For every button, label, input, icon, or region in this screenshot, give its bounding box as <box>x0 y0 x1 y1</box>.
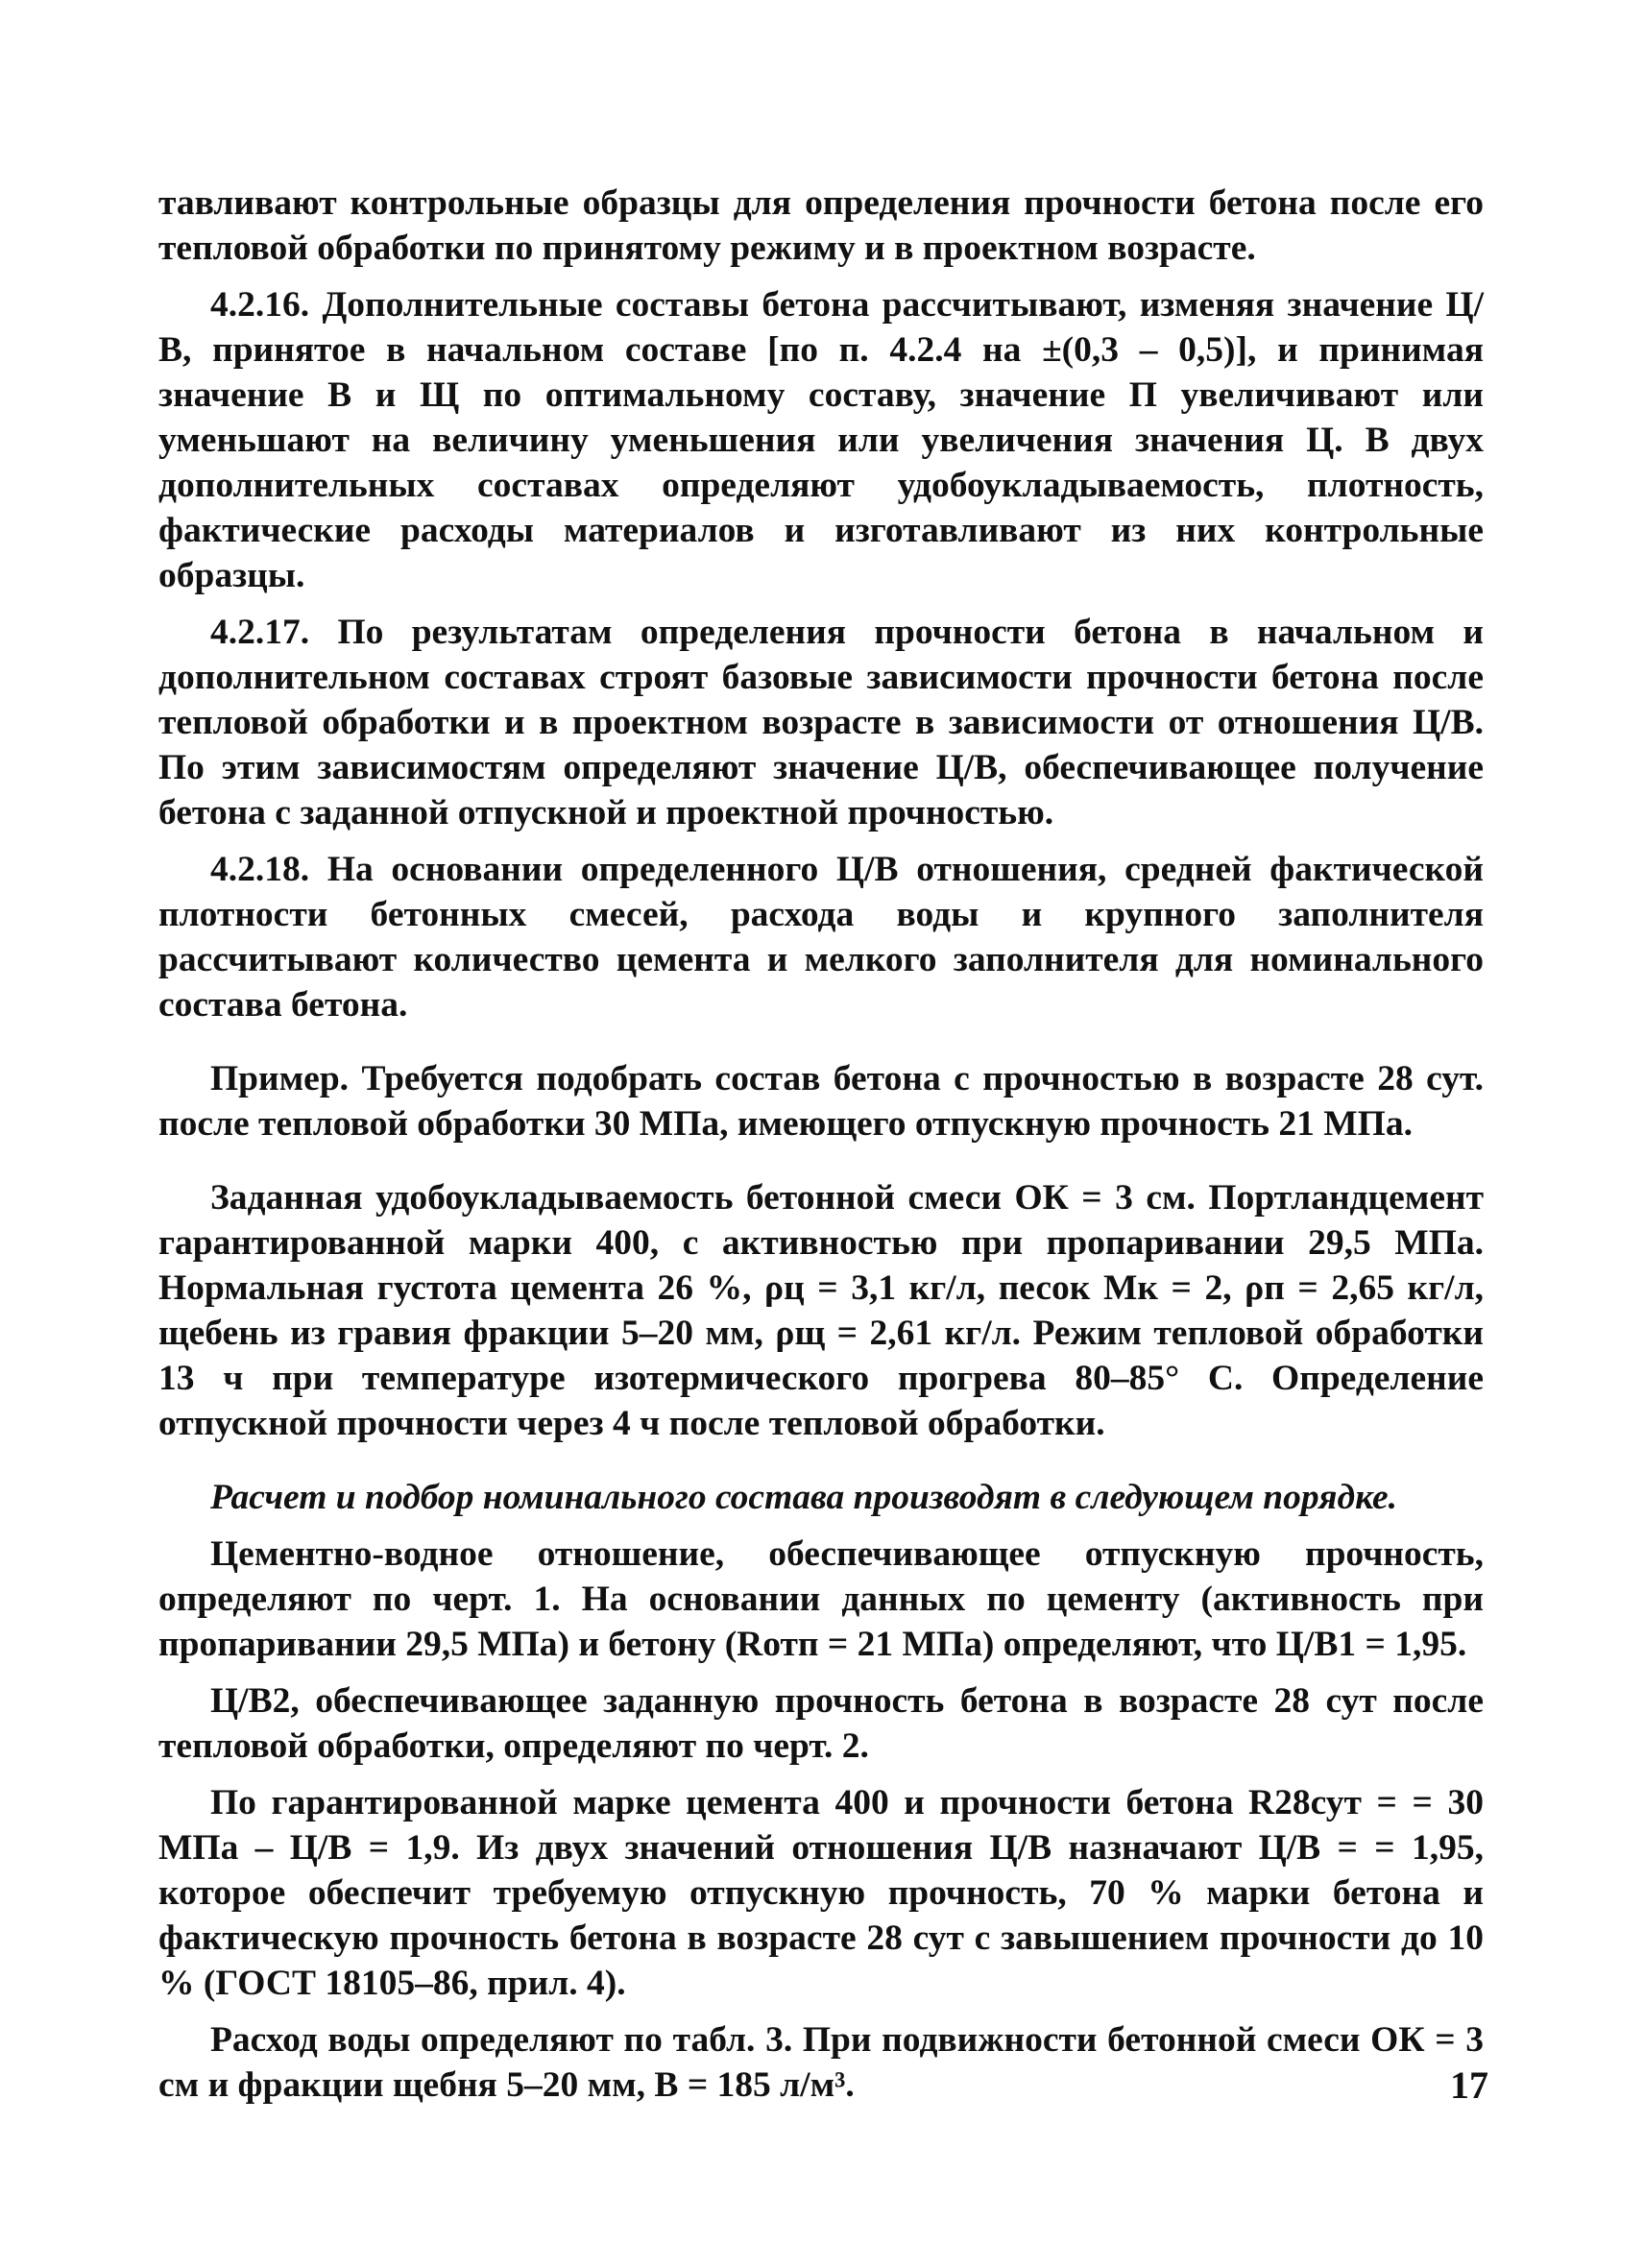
paragraph-continuation: тавливают контрольные образцы для определения прочности бетона после его тепловой обработки по принятому режиму и в проектном возрасте. <box>158 183 1484 268</box>
paragraph-water-consumption: Расход воды определяют по табл. 3. При подвижности бетонной смеси ОК = 3 см и фракции щебня 5–20 мм, В = 185 л/м³. <box>158 2020 1484 2105</box>
paragraph-given-data: Заданная удобоукладываемость бетонной смеси ОК = 3 см. Портландцемент гарантированной марки 400, с активностью при пропаривании 29,5 МПа. Нормальная густота цемента 26 %, ρц = 3,1 кг/л, песок Мк = 2, ρп = 2,65 кг/л, щебень из гравия фракции 5–20 мм, ρщ = 2,61 кг/л. Режим тепловой обработки 13 ч при температуре изотермического прогрева 80–85° С. Определение отпускной прочности через 4 ч после тепловой обработки. <box>158 1178 1484 1443</box>
paragraph-4-2-16: 4.2.16. Дополнительные составы бетона рассчитывают, изменяя значение Ц/В, принятое в начальном составе [по п. 4.2.4 на ±(0,3 – 0,5)], и принимая значение В и Щ по оптимальному составу, значение П увеличивают или уменьшают на величину уменьшения или увеличения значения Ц. В двух дополнительных составах определяют удобоукладываемость, плотность, фактические расходы материалов и изготавливают из них контрольные образцы. <box>158 285 1484 595</box>
paragraph-cement-grade: По гарантированной марке цемента 400 и прочности бетона R28сут = = 30 МПа – Ц/В = 1,9. Из двух значений отношения Ц/В назначают Ц/В = = 1,95, которое обеспечит требуемую отпускную прочность, 70 % марки бетона и фактическую прочность бетона в возрасте 28 сут с завышением прочности до 10 % (ГОСТ 18105–86, прил. 4). <box>158 1783 1484 2003</box>
paragraph-example: Пример. Требуется подобрать состав бетона с прочностью в возрасте 28 сут. после тепловой обработки 30 МПа, имеющего отпускную прочность 21 МПа. <box>158 1059 1484 1144</box>
paragraph-4-2-18: 4.2.18. На основании определенного Ц/В отношения, средней фактической плотности бетонных смесей, расхода воды и крупного заполнителя рассчитывают количество цемента и мелкого заполнителя для номинального состава бетона. <box>158 850 1484 1025</box>
document-page <box>158 181 1484 2108</box>
page-number: 17 <box>1450 2063 1488 2107</box>
paragraph-4-2-17: 4.2.17. По результатам определения прочности бетона в начальном и дополнительном составах строят базовые зависимости прочности бетона после тепловой обработки и в проектном возрасте в зависимости от отношения Ц/В. По этим зависимостям определяют значение Ц/В, обеспечивающее получение бетона с заданной отпускной и проектной прочностью. <box>158 613 1484 832</box>
paragraph-cement-water-ratio-2: Ц/В2, обеспечивающее заданную прочность бетона в возрасте 28 сут после тепловой обработки, определяют по черт. 2. <box>158 1681 1484 1766</box>
paragraph-calculation-order: Расчет и подбор номинального состава производят в следующем порядке. <box>210 1478 1397 1517</box>
paragraph-cement-water-ratio: Цементно-водное отношение, обеспечивающее отпускную прочность, определяют по черт. 1. На основании данных по цементу (активность при пропаривании 29,5 МПа) и бетону (Rотп = 21 МПа) определяют, что Ц/В1 = 1,95. <box>158 1534 1484 1664</box>
